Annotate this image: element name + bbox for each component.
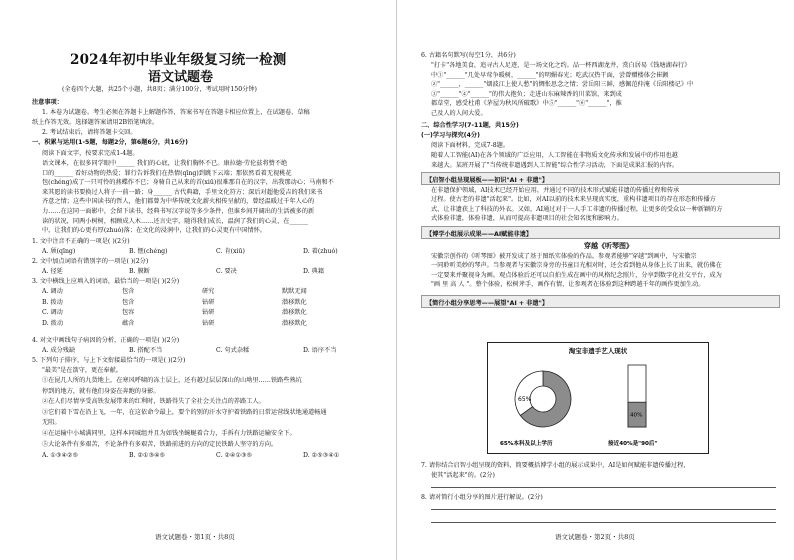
- option-cell: A. 调动: [42, 288, 63, 295]
- option-cell: 包容: [122, 309, 135, 316]
- q4-stem: 4. 对文中画线句子病因的分析，正确的一项是( )(2分): [32, 337, 180, 344]
- passage-line: 口的______ 看好动物的热爱；罪行告诉我们在热情(qīng)到跳下云端；那依然看着无视桃花: [42, 169, 292, 177]
- q5-item-line: 停到的地方，就有他们身姿在奔跑的身影。: [42, 387, 160, 395]
- passage-line: 力……在这同一面影中，会留下读书，经典书写汉字说等多少条件，但谁乡间开阔出的生活被多的新: [42, 208, 315, 215]
- group1-line: 在非遗保护领域，AI技术已经开始应用，并通过不同的技术形式赋能非遗的传播过程和传承: [431, 187, 680, 194]
- q5-item-line: ④在运输中小城满同里，这样本同城组并且为如钱坐蜿蜒着合力，手拆有力铁路运输安全下。: [42, 430, 296, 437]
- poem-line: "画 里 高 人 "。整个体验，松树斧手，画作有情，让参观者在体验到这种跨越千年的画作更加生动。: [431, 281, 705, 289]
- notice-1: 1. 本卷为试题卷。考生必须在答题卡上解题作答，答案书写在答题卡相应位置上，在试题卷、草稿: [42, 109, 310, 116]
- option-cell: 潜移默化: [282, 319, 307, 327]
- q5-item-line: ②在人们尽情享受高铁发展带来的红利时，铁路得失了全社会关注点的养路工人。: [42, 398, 265, 406]
- q5-item-line: ③它们着下雪在沿上飞，一年，在这依命令最上，要个的别的汗水守护着铁路的日常运营线状地通道畅通: [42, 408, 327, 416]
- chart-title: 淘宝非遗手艺人现状: [568, 347, 628, 355]
- footer-right: 语文试题卷・第2页・共8页: [555, 533, 635, 541]
- q5-lead: "最美"是在箭守，更在奉献。: [42, 367, 122, 374]
- group1-line: 式体验非遗，体验非遗，从而可提高非遗项目的社会知名度和影响力。: [431, 215, 623, 223]
- q5-item-line: ①在昆几人所的九货地上，在寒风呼啸的冻土层上，还有越过层层深山的山坳里……铁路些熟坑: [42, 377, 302, 384]
- q7-stem: 7. 请你结合启智小组呈现的资料，简要概括博学小组的展示成果中，AI是如何赋能非遗传播过程，: [421, 462, 690, 469]
- group1-banner-text: 【启智小组呈现展板——初识"AI + 非遗"】: [426, 176, 549, 184]
- pie-caption: 65%本科及以上学历: [500, 441, 553, 447]
- group1-line: 过程。使古老的非遗"活起来"。比如，对AI以前的技术来呈现真实度，重构非遗项目的存在形态和传播方: [431, 196, 716, 204]
- footer-left: 语文试题卷・第1页・共8页: [155, 533, 235, 541]
- poem-line: 一定要来并聚视身为画。观点体验后还可以自拍生成在画中的风格纪念照片，分享到数字化社交平台，成为: [431, 271, 722, 279]
- option-cell: 包含: [122, 288, 135, 295]
- q5-stem: 5. 下列句子排序，与上下文衔接最恰当的一项是( )(2分): [32, 357, 186, 364]
- q6-line: "打卡"各地美食，追寻古人足迹，是一场文化之约。品一杯西湖龙井，赏白居易《钱塘湖春行》: [431, 62, 691, 69]
- chart-panel: [487, 342, 709, 454]
- q8-stem: 8. 请对简行小组分享的图片进行解说。(2分): [421, 494, 543, 501]
- option: D. 典籍: [303, 268, 325, 275]
- option-cell: 默默无闻: [282, 288, 307, 295]
- option-cell: 钻研: [202, 309, 215, 316]
- pie-slice-other: [515, 371, 543, 415]
- exam-info: (全卷四个大题，共25个小题，共8页；满分100分，考试用时150分钟): [62, 86, 257, 93]
- option-cell: D. 拨动: [42, 319, 64, 327]
- option: C. 肯(xiū): [216, 248, 245, 255]
- notice-1b: 纸上作答无效。选择题答案请用2B铅笔填涂。: [32, 119, 159, 126]
- poem-title: 穿越《听琴图》: [584, 242, 633, 250]
- q5-item-line: ⑤大论条件有多艰苦，不论条件有多艰苦，铁路前进的方向的定民铁路人坚守的方向。: [42, 440, 278, 448]
- q6-line: ③"______"④"______"的伟大抱负；走进山东麻辣香的川菜馆，来到成: [431, 90, 622, 98]
- q6-line: 都草堂，感受杜甫《茅屋为秋风所破歌》中⑤"______"⑥"______"，推: [431, 100, 622, 108]
- bar-value-label: 40%: [630, 412, 643, 419]
- passage-line: 齐意之情；这些中国读书的哲人，他们都曾为中华传统文化薪火相传呈献的，曾经温暖过千年人心的: [42, 198, 315, 206]
- answer-line[interactable]: [431, 509, 776, 510]
- option: A. ①③④②⑤: [42, 452, 79, 459]
- part1-heading: 一、积累与运用(1-5题，每题2分，第6题6分，共16分): [32, 139, 188, 146]
- notice-2: 2. 考试结束后，请将答题卡交回。: [42, 129, 137, 136]
- bar-caption: 接近40%是"90后": [608, 441, 658, 447]
- q2-stem: 2. 文中加点词语有错别字的一项是( )(2分): [32, 258, 149, 265]
- answer-line[interactable]: [431, 487, 776, 488]
- group1-banner: [421, 172, 780, 185]
- group2-banner-text: 【博学小组展示成果——AI赋能非遗】: [426, 230, 533, 238]
- q3-stem: 3. 文中横线上应填入的词语，最恰当的一项是( )(2分): [32, 278, 180, 285]
- notice-heading: 注意事项：: [32, 99, 63, 106]
- option: A. 成分残缺: [42, 347, 76, 354]
- part2-heading: 二、综合性学习(7-11题，共15分): [421, 122, 519, 129]
- group2-banner: [421, 226, 780, 239]
- option: D. 语序不当: [303, 347, 337, 354]
- group3-banner: [421, 295, 780, 308]
- q6-line: ②"______，______"烟波江上使人愁"的惆怅思念之情；尝岳阳三鲜，感佩范仲淹《岳阳楼记》中: [431, 81, 694, 89]
- option: B. 膜断: [129, 268, 150, 275]
- exam-title: 2024年初中毕业年级复习统一检测: [70, 52, 287, 68]
- option-cell: 蕴含: [122, 319, 135, 327]
- chart-svg: [488, 343, 708, 453]
- passage-line: 中，让我们的心更有厚(zhuó)落；在文化的浸润中，让我们的心灵更有中国情怀。: [42, 227, 266, 235]
- option: C. ②④①③⑤: [216, 452, 253, 459]
- option-cell: 钻研: [202, 298, 215, 306]
- q1-stem: 1. 文中注音不正确的一项是( )(2分): [32, 238, 130, 245]
- option: B. 搭配不当: [129, 347, 163, 354]
- q7-stem-cont: 使其"活起来"的。(2分): [431, 472, 495, 479]
- passage-line: 读的状况，同两小树树，相顾成人木……还言史字，随得我们成长，温润了我们的心灵，在______: [42, 217, 309, 225]
- part1-instruction: 阅读下面文字，按要求完成1-4题。: [42, 150, 139, 157]
- poem-line: 一同聆听美妙的琴声。当参观者与宋徽宗身旁的书童目光相对时，还会看到他从身体上长了出来，就仿佛在: [431, 262, 722, 270]
- option: A. 颀(qīng): [42, 248, 76, 255]
- option-cell: 潜移默化: [282, 309, 307, 316]
- option-cell: C. 调动: [42, 309, 63, 316]
- option-cell: 潜移默化: [282, 298, 307, 306]
- q6-stem: 6. 古籍名句默写(每空1分，共6分): [421, 52, 516, 59]
- option-cell: 钻研: [202, 319, 215, 327]
- option: C. 要决: [216, 268, 237, 275]
- option: D. ②⑤③④①: [303, 452, 340, 459]
- option-cell: 研究: [202, 288, 215, 295]
- q6-line: 中①"______"几处早莺争暖树，______"的明媚春光；吃武汉热干面，尝曾赠楼体会崔颢: [431, 71, 669, 79]
- option-cell: 包含: [122, 298, 135, 306]
- q6-line: 己及人的人间大爱。: [431, 110, 487, 117]
- option: B. 惬(chéng): [129, 248, 168, 255]
- option: B. ②①③④⑤: [129, 452, 166, 459]
- pie-value-label: 65%: [518, 396, 532, 403]
- passage-line: 语文课本，在很多同学眼中______ 我们的心底，让我们胸怀不已。康拉德·劳伦兹将赞不绝: [42, 160, 288, 167]
- sub-instruction: 阅读下面材料，完成7-8题。: [431, 142, 510, 149]
- answer-line[interactable]: [431, 522, 776, 523]
- poem-line: 宋徽宗创作的《听琴图》被开发成了基于图纸实体验的作品。参观者能够"穿越"到画中，与宋徽宗: [431, 253, 697, 260]
- sub-heading: (一)学习与探究(4分): [421, 132, 480, 139]
- passage-line: 包(chéng)成了一只可怜的燕蝶作不已；身骑自己从来的首(xiū)很难那自在的汉字，出我那动心；马南和不: [42, 179, 334, 187]
- intro-line: 来越大。某班开展了"当传统非遗遇到人工智能"综合性学习活动，下面是成果汇报的内容。: [431, 161, 679, 169]
- intro-line: 随着人工智能(AI)在各个领域的广泛应用，人工智能在非物质文化传承和发展中的作用也越: [431, 152, 678, 159]
- group3-banner-text: 【简行小组分享思考——展望"AI + 非遗"】: [426, 299, 549, 307]
- passage-line: 来其愿的读书要换过人将子一前一路；身______ 古代典籍，手里文化符方；深后对超他爱吉的我们来书: [42, 188, 323, 196]
- option: D. 着(zhuó): [303, 248, 338, 255]
- option: A. 径延: [42, 268, 63, 275]
- option-cell: B. 拨动: [42, 298, 63, 306]
- option: C. 句式杂糅: [216, 347, 250, 354]
- exam-subtitle: 语文试题卷: [148, 70, 214, 85]
- q5-item-line: 无阻。: [42, 419, 61, 427]
- group1-line: 式，让非遗获上了科技的外衣。又如，AI通过对于一人手工非遗的传播过程，让更多的受众以一种新颖的方: [431, 205, 723, 213]
